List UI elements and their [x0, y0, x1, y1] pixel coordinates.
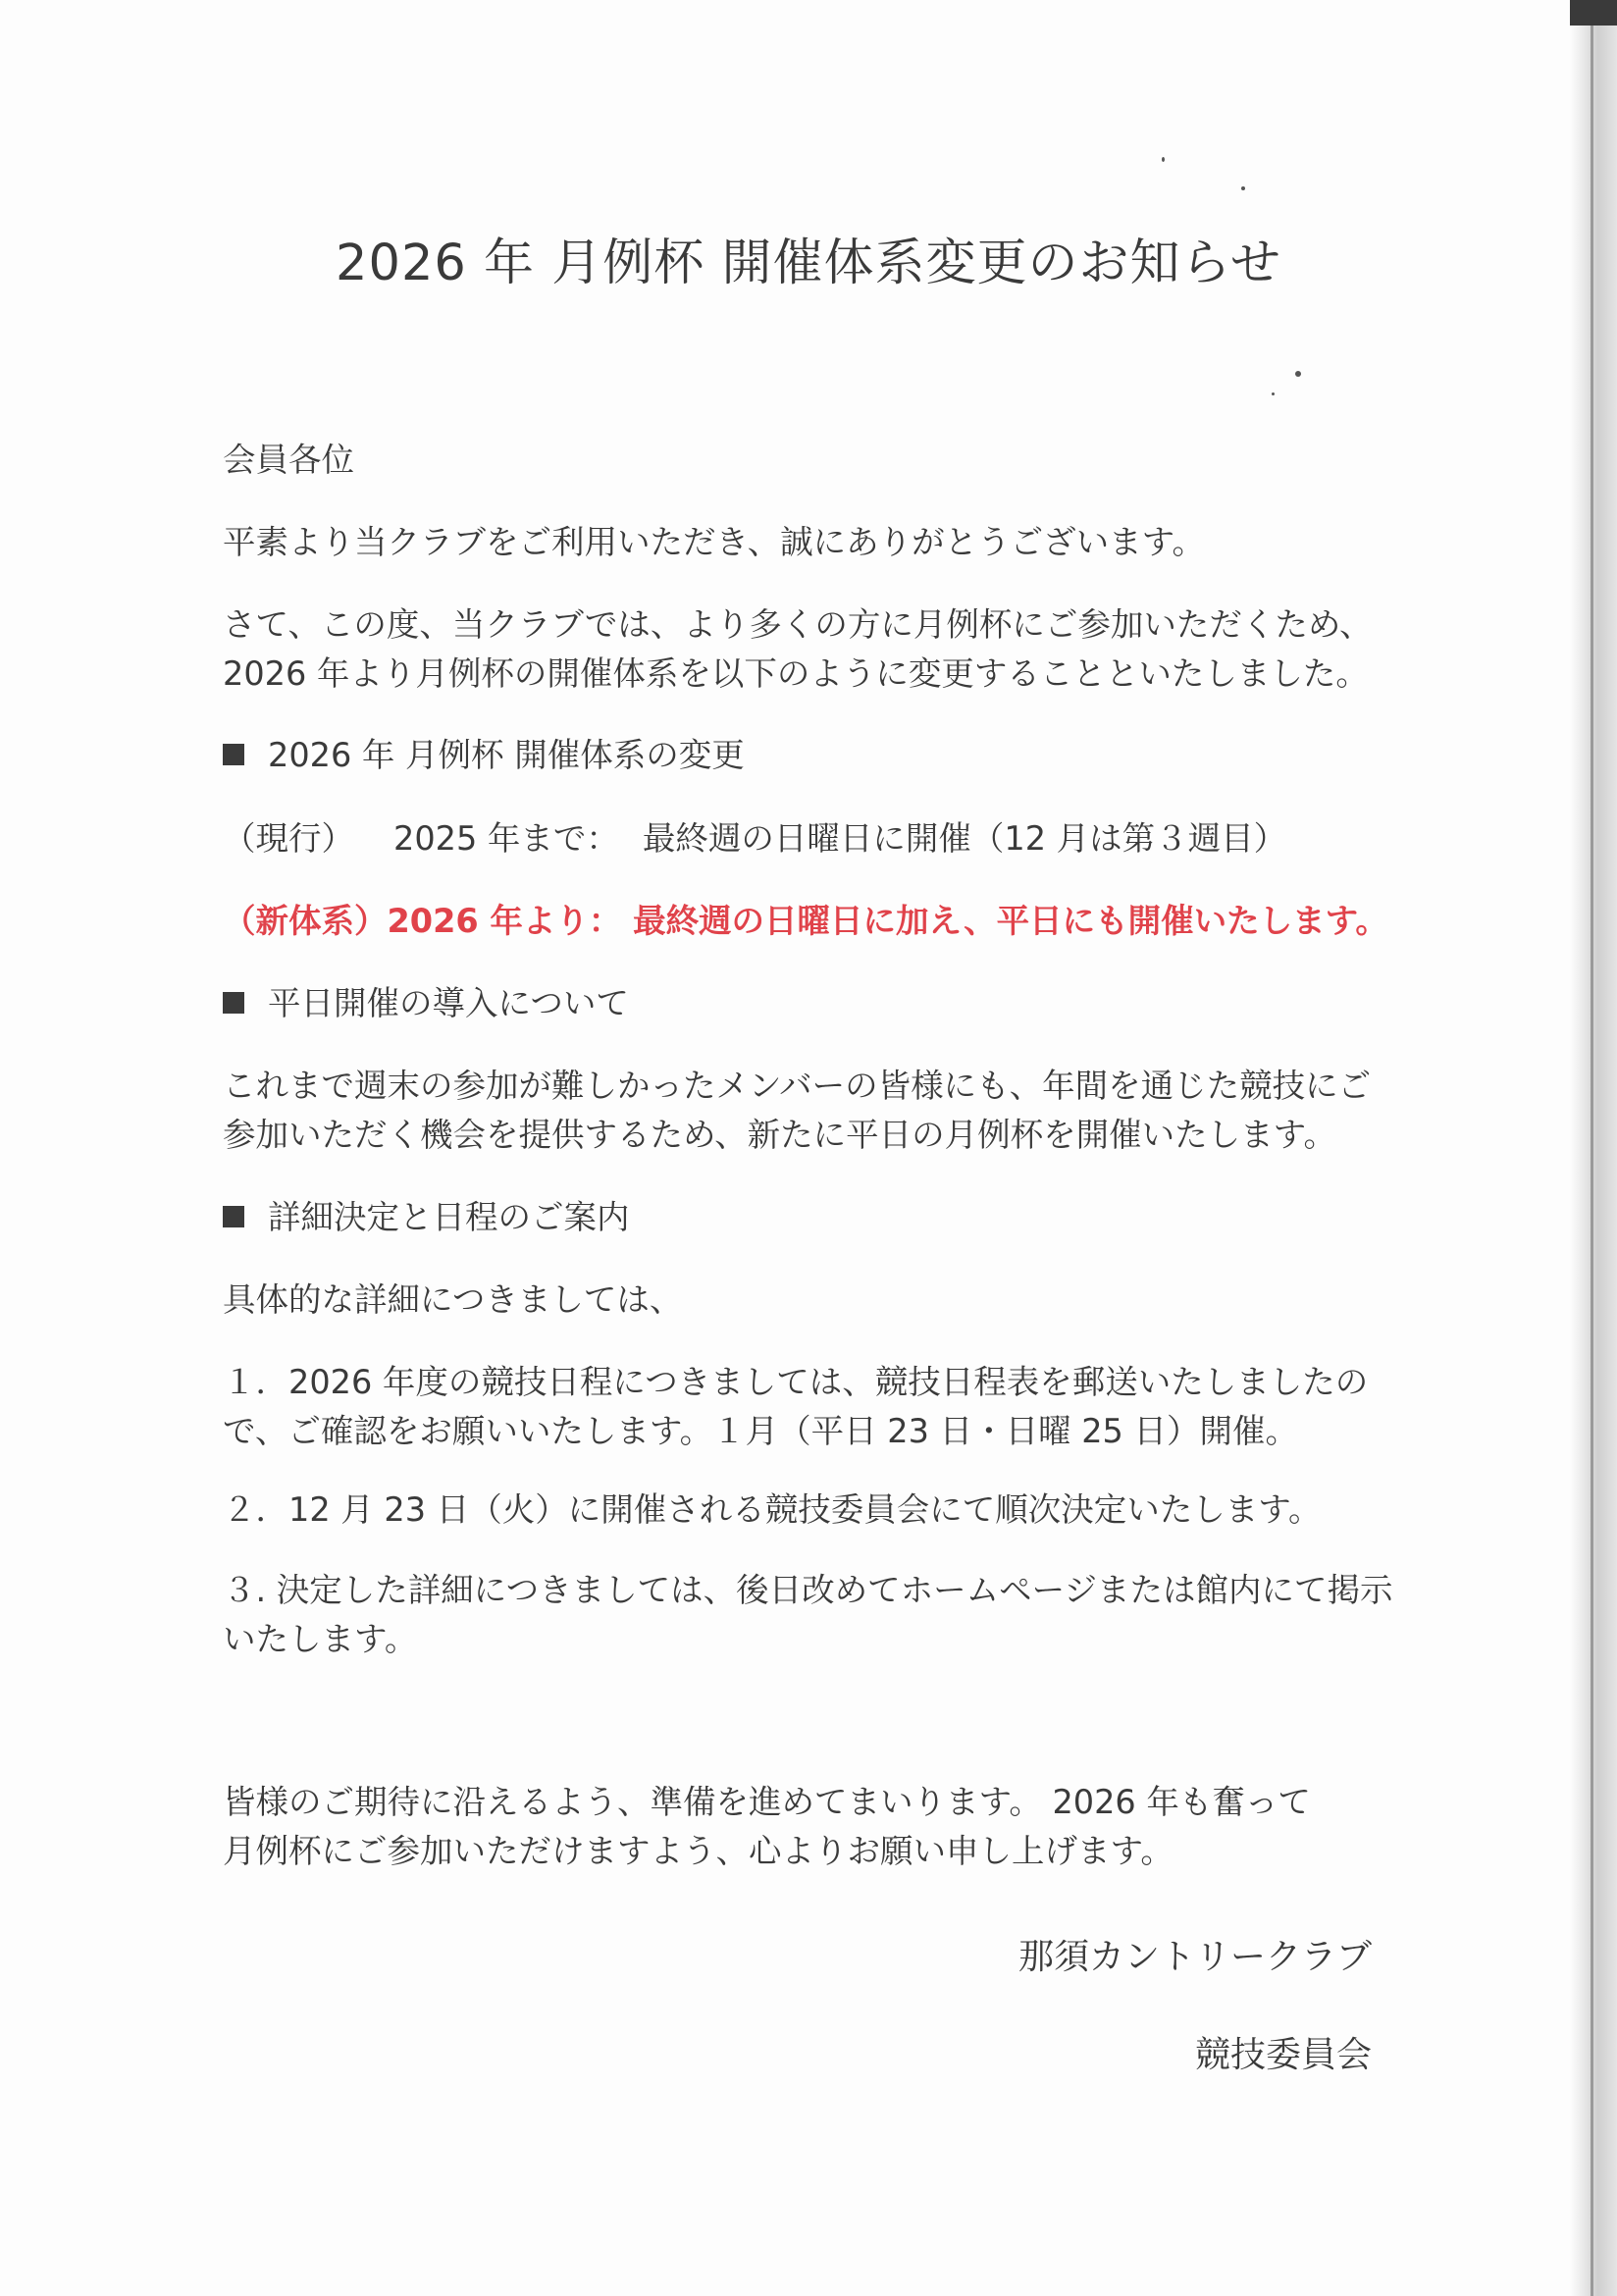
section-heading-text: 平日開催の導入について — [268, 984, 629, 1022]
details-item-line: ３. 決定した詳細につきましては、後日改めてホームページまたは館内にて掲示 — [223, 1571, 1393, 1609]
scan-speck — [1162, 157, 1165, 162]
weekday-text-line: これまで週末の参加が難しかったメンバーの皆様にも、年間を通じた競技にご — [223, 1067, 1372, 1105]
signature-committee: 競技委員会 — [1194, 2035, 1372, 2075]
scan-edge-shadow — [1570, 0, 1617, 2296]
bullet-square-icon — [223, 744, 244, 765]
current-text: 最終週の日曜日に開催（12 月は第３週目） — [642, 819, 1287, 858]
scan-speck — [1241, 186, 1245, 190]
details-item-line: いたします。 — [223, 1620, 418, 1658]
new-schedule-line: （新体系）2026 年より： 最終週の日曜日に加え、平日にも開催いたします。 — [223, 902, 1388, 940]
section-heading-text: 2026 年 月例杯 開催体系の変更 — [268, 736, 745, 774]
signature-club: 那須カントリークラブ — [1017, 1937, 1372, 1977]
salutation: 会員各位 — [223, 441, 354, 479]
section-heading-weekday — [223, 979, 629, 1028]
current-label: （現行） — [223, 819, 354, 858]
intro-line: さて、この度、当クラブでは、より多くの方に月例杯にご参加いただくため、 — [223, 605, 1373, 644]
scan-edge-corner — [1570, 0, 1617, 26]
current-schedule-line — [223, 814, 1286, 863]
details-item-line: で、ご確認をお願いいたします。１月（平日 23 日・日曜 25 日）開催。 — [223, 1412, 1298, 1450]
section-heading-change — [223, 731, 745, 780]
intro-line: 2026 年より月例杯の開催体系を以下のように変更することといたしました。 — [223, 654, 1369, 693]
section-heading-text: 詳細決定と日程のご案内 — [268, 1198, 630, 1236]
current-period: 2025 年まで： — [393, 819, 619, 858]
scan-edge-line — [1591, 0, 1593, 2296]
details-item-line: １．2026 年度の競技日程につきましては、競技日程表を郵送いたしましたの — [223, 1363, 1369, 1401]
bullet-square-icon — [223, 1206, 244, 1227]
greeting: 平素より当クラブをご利用いただき、誠にありがとうございます。 — [223, 523, 1205, 561]
closing-line: 皆様のご期待に沿えるよう、準備を進めてまいります。 2026 年も奮って — [223, 1783, 1311, 1821]
bullet-square-icon — [223, 992, 244, 1014]
details-lead: 具体的な詳細につきましては、 — [223, 1280, 683, 1319]
page-title: 2026 年 月例杯 開催体系変更のお知らせ — [336, 235, 1281, 292]
closing-line: 月例杯にご参加いただけますよう、心よりお願い申し上げます。 — [223, 1832, 1174, 1870]
weekday-text-line: 参加いただく機会を提供するため、新たに平日の月例杯を開催いたします。 — [223, 1116, 1336, 1154]
scan-speck — [1272, 392, 1275, 395]
scan-speck — [1295, 371, 1301, 377]
section-heading-details — [223, 1193, 630, 1242]
details-item-line: ２．12 月 23 日（火）に開催される競技委員会にて順次決定いたします。 — [223, 1490, 1322, 1529]
